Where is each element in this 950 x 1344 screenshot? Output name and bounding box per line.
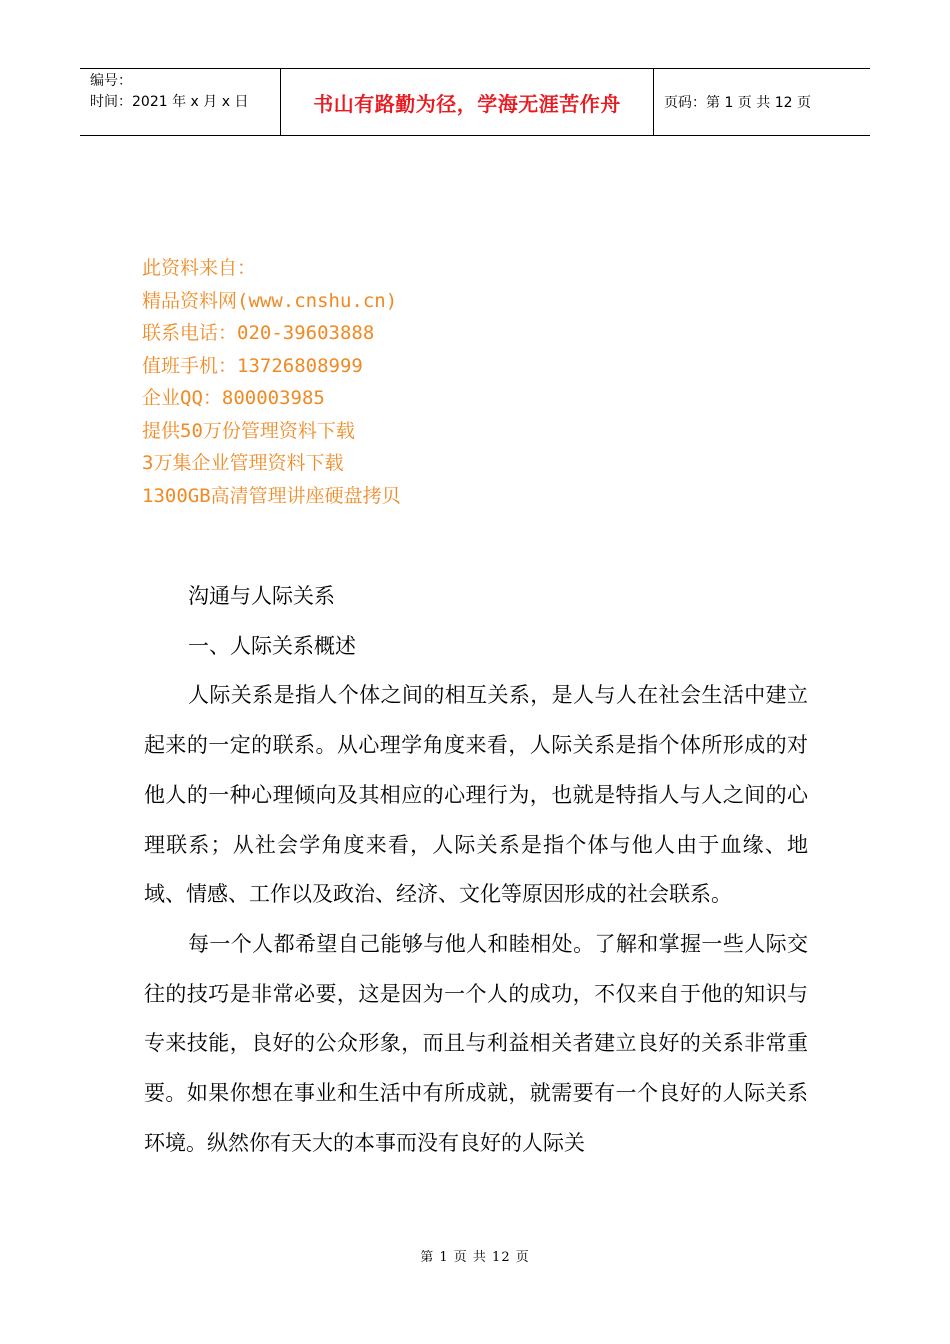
body-paragraph: 每一个人都希望自己能够与他人和睦相处。了解和掌握一些人际交往的技巧是非常必要，这是因为一个人的成功，不仅来自于他的知识与专来技能，良好的公众形象，而且与利益相关者建立良好的关系非常重要。如果你想在事业和生活中有所成就，就需要有一个良好的人际关系环境。纵然你有天大的本事而没有良好的人际关 [144,931,808,1155]
header-page-info: 页码：第 1 页 共 12 页 [664,95,811,111]
source-info-block [142,252,401,512]
source-line: 值班手机：13726808999 [142,354,363,377]
source-line: 联系电话：020-39603888 [142,322,375,344]
header-meta-cell [80,69,281,135]
header-page-cell [654,69,870,135]
source-line: 企业QQ：800003985 [142,387,325,409]
document-title: 沟通与人际关系 [188,584,335,608]
body-paragraph: 人际关系是指人个体之间的相互关系，是人与人在社会生活中建立起来的一定的联系。从心理学角度来看，人际关系是指个体所形成的对他人的一种心理倾向及其相应的心理行为，也就是特指人与人之间的心理联系；从社会学角度来看，人际关系是指个体与他人由于血缘、地域、情感、工作以及政治、经济、文化等原因形成的社会联系。 [144,683,808,907]
source-line: 1300GB高清管理讲座硬盘拷贝 [142,484,401,507]
source-line: 精品资料网(www.cnshu.cn) [142,289,398,312]
header-motto: 书山有路勤为径，学海无涯苦作舟 [313,91,621,116]
section-heading: 一、人际关系概述 [188,633,356,658]
source-line: 此资料来自： [142,257,257,279]
header-motto-cell [281,69,654,135]
source-line: 提供50万份管理资料下载 [142,419,355,442]
page-footer: 第 1 页 共 12 页 [420,1250,530,1265]
document-time-label: 时间：2021 年 x 月 x 日 [90,94,249,110]
document-body [144,572,808,1168]
source-line: 3万集企业管理资料下载 [142,452,344,474]
document-number-label: 编号： [90,73,132,89]
document-header [80,68,870,136]
